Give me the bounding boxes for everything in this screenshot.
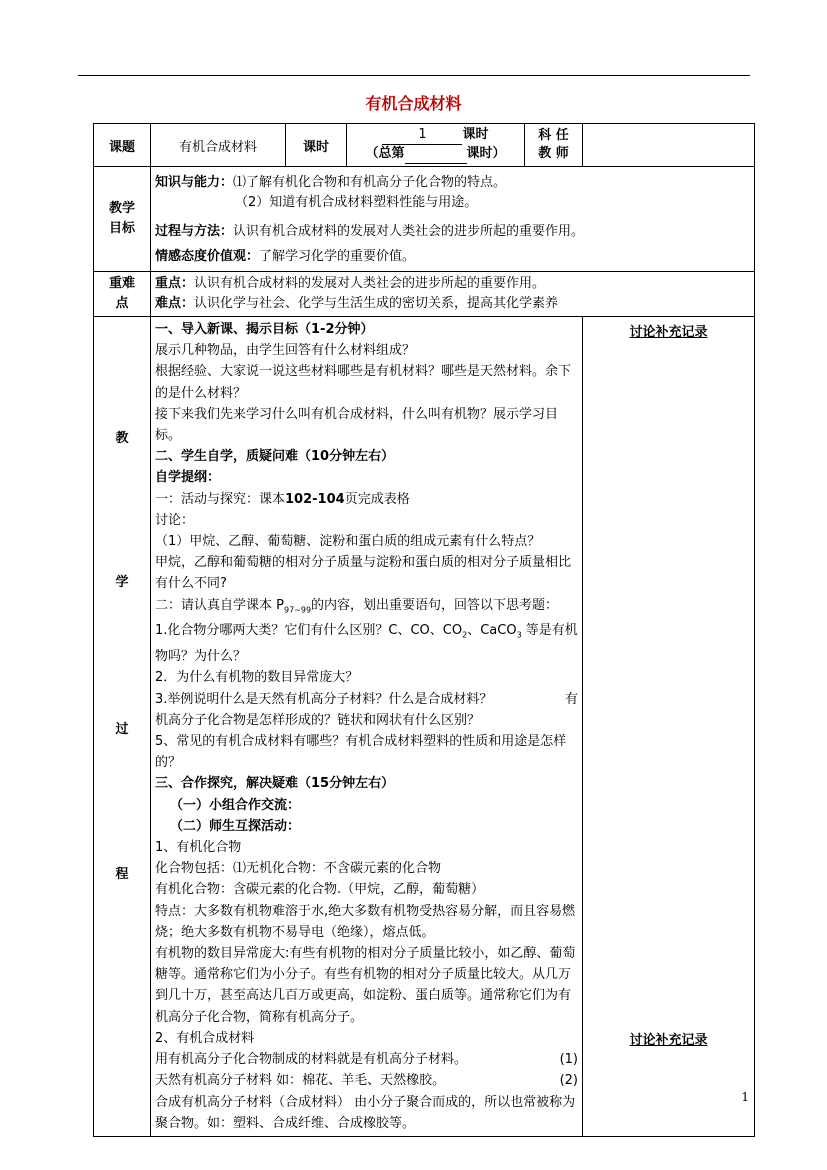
focus-label-1: 重难: [108, 276, 135, 291]
question-1-a: 1.化合物分哪两大类？它们有什么区别？C、CO、CO: [155, 623, 463, 639]
emotion-label: 情感态度价值观：: [155, 249, 260, 264]
knowledge-1: ⑴了解有机化合物和有机高分子化合物的特点。: [233, 175, 507, 190]
material-line-3: 合成有机高分子材料（合成材料） 由小分子聚合而成的，所以也常被称为聚合物。如：塑料、合成纤维、合成橡胶等。: [155, 1094, 576, 1131]
heading-organic-compounds: 1、有机化合物: [155, 840, 242, 856]
period-cell: [347, 124, 525, 167]
group-exchange: （一）小组合作交流：: [170, 797, 301, 813]
goals-content: [151, 167, 755, 272]
question-3-right: 有: [564, 691, 578, 707]
question-1-b: 、CaCO: [467, 623, 517, 639]
material-line-1-right: (1): [559, 1052, 578, 1068]
side-char-3: 过: [115, 722, 129, 737]
compound-line-1: 化合物包括：⑴无机化合物：不含碳元素的化合物: [155, 861, 442, 877]
process-side-label: [94, 317, 151, 1137]
goals-label: [94, 167, 151, 272]
goals-row: [94, 167, 755, 272]
goals-label-2: 目标: [108, 221, 135, 236]
process-label: 过程与方法：: [155, 224, 234, 239]
notes-top: 讨论补充记录: [629, 325, 708, 340]
question-3: 3.举例说明什么是天然有机高分子材料？什么是合成材料？: [155, 691, 493, 707]
question-3b: 机高分子化合物是怎样形成的？链状和网状有什么区别？: [155, 712, 481, 728]
knowledge-label: 知识与能力：: [155, 175, 234, 190]
side-char-1: 教: [115, 431, 129, 446]
lesson-plan-table: [93, 123, 755, 1137]
teacher-student-activity: （二）师生互探活动：: [170, 818, 301, 834]
teacher-label-1: 科 任: [538, 128, 569, 143]
activity-1-pre: 一：活动与探究：课本: [155, 491, 286, 507]
key-point-text: 认识有机合成材料的发展对人类社会的进步所起的重要作用。: [194, 276, 546, 291]
label-teacher: [525, 124, 583, 167]
question-5: 5、常见的有机合成材料有哪些？有机合成材料塑料的性质和用途是怎样的？: [155, 734, 567, 771]
label-topic: 课题: [94, 124, 151, 167]
focus-label: [94, 272, 151, 317]
difficulty-text: 认识化学与社会、化学与生活生成的密切关系，提高其化学素养: [194, 296, 559, 311]
activity-2-sub: 97~99: [283, 605, 312, 615]
goals-label-1: 教学: [108, 201, 135, 216]
activity-2-post: 的内容，划出重要语句，回答以下思考题：: [311, 597, 559, 613]
header-row: [94, 124, 755, 167]
page-title: 有机合成材料: [365, 94, 462, 113]
material-line-2: 天然有机高分子材料 如：棉花、羊毛、天然橡胶。: [155, 1073, 446, 1089]
notes-bottom: 讨论补充记录: [629, 1033, 708, 1048]
section-1-line-3: 接下来我们先来学习什么叫有机合成材料，什么叫有机物？展示学习目标。: [155, 406, 559, 444]
process-content: [151, 317, 583, 1137]
activity-2-pre: 二：请认真自学课本 P: [155, 597, 284, 613]
process-row: [94, 317, 755, 1137]
emotion-text: 了解学习化学的重要价值。: [259, 249, 416, 264]
notes-column: [583, 317, 755, 1137]
question-1-sub2: 3: [516, 631, 522, 641]
total-prefix: （总第: [365, 146, 405, 161]
process-text: 认识有机合成材料的发展对人类社会的进步所起的重要作用。: [233, 224, 585, 239]
side-char-2: 学: [115, 575, 129, 590]
teacher-value: [583, 124, 755, 167]
question-2: 2．为什么有机物的数目异常庞大？: [155, 670, 359, 686]
heading-synthetic-materials: 2、有机合成材料: [155, 1030, 255, 1046]
focus-row: [94, 272, 755, 317]
material-line-2-right: (2): [559, 1073, 578, 1089]
section-3-title: 三、合作探究，解决疑难（15分钟左右）: [155, 776, 395, 792]
compound-line-3: 特点：大多数有机物难溶于水,绝大多数有机物受热容易分解，而且容易燃烧；绝大多数有机物不易导电（绝缘），熔点低。: [155, 903, 576, 940]
section-1-line-2: 根据经验、大家说一说这些材料哪些是有机材料？哪些是天然材料。余下的是什么材料？: [155, 364, 572, 401]
page-number: 1: [741, 1090, 749, 1104]
discussion-q1: （1）甲烷、乙醇、葡萄糖、淀粉和蛋白质的组成元素有什么特点？: [155, 534, 541, 550]
material-line-1: 用有机高分子化合物制成的材料就是有机高分子材料。: [155, 1052, 468, 1068]
knowledge-2: （2）知道有机合成材料塑料性能与用途。: [235, 195, 478, 210]
section-1-line-1: 展示几种物品，由学生回答有什么材料组成？: [155, 343, 416, 359]
difficulty-label: 难点：: [155, 296, 195, 311]
section-2-title: 二、学生自学，质疑问难（10分钟左右）: [155, 449, 395, 465]
focus-content: [151, 272, 755, 317]
side-char-4: 程: [115, 867, 129, 882]
self-study-outline: 自学提纲：: [155, 470, 221, 486]
lesson-number: 1: [382, 126, 462, 145]
label-period: 课时: [286, 124, 347, 167]
discussion-label: 讨论：: [155, 512, 195, 528]
topic-value: 有机合成材料: [151, 124, 286, 167]
focus-label-2: 点: [115, 296, 129, 311]
activity-1-pages: 102-104: [285, 491, 345, 507]
activity-1-post: 页完成表格: [344, 491, 410, 507]
discussion-q2: 甲烷，乙醇和葡萄糖的相对分子质量与淀粉和蛋白质的相对分子质量相比有什么不同?: [155, 555, 572, 592]
compound-line-2: 有机化合物：含碳元素的化合物.（甲烷，乙醇，葡萄糖）: [155, 882, 485, 898]
question-1-sub: 2: [462, 631, 468, 641]
lesson-unit: 课时: [462, 127, 489, 142]
compound-line-4: 有机物的数目异常庞大:有些有机物的相对分子质量比较小，如乙醇、葡萄糖等。通常称它们为小分子。有些有机物的相对分子质量比较大。从几万到几十万，甚至高达几百万或更高，如淀粉、蛋白质等。通常称它们为有机高分子化合物，简称有机高分子。: [155, 946, 576, 1025]
teacher-label-2: 教 师: [538, 146, 569, 161]
total-suffix: 课时）: [466, 146, 506, 161]
key-point-label: 重点：: [155, 276, 195, 291]
header-rule: [78, 75, 750, 76]
question-1-c: 等是有机物吗？为什么？: [155, 623, 578, 665]
section-1-title: 一、导入新课、揭示目标（1-2分钟）: [155, 322, 374, 337]
